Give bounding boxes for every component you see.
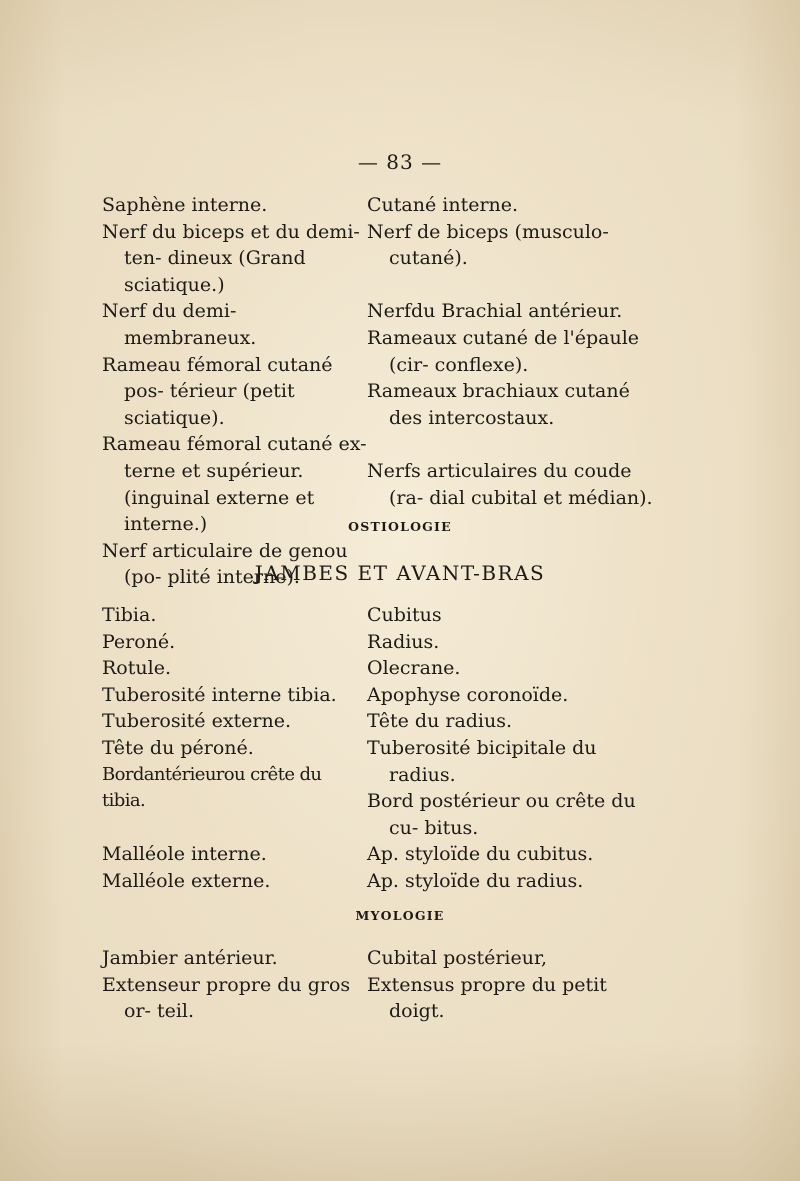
muscle-entry: Cubital postérieur, — [367, 947, 547, 969]
nerve-entry: Nerf de biceps (musculo-cutané). — [367, 220, 609, 270]
nerve-entry: Rameau fémoral cutané ex- terne et supérieur. (inguinal externe et interne.) — [102, 433, 367, 536]
bones-right-column — [367, 602, 662, 895]
muscles-table — [102, 945, 662, 1025]
bone-entry: Cubitus — [367, 604, 442, 626]
spacer — [367, 272, 662, 299]
nerve-entry: Nerfdu Brachial antérieur. — [367, 300, 623, 323]
jambes-heading: JAMBES ET AVANT-BRAS — [254, 561, 546, 585]
bone-entry: Olecrane. — [367, 657, 461, 680]
muscles-right-column — [367, 945, 662, 1025]
muscle-entry: Extensus propre du petit doigt. — [367, 973, 607, 1023]
muscles-left-column — [102, 945, 367, 1025]
bone-entry: Peroné. — [102, 630, 176, 653]
bone-entry: Ap. styloïde du cubitus. — [367, 843, 594, 866]
muscle-entry: Extenseur propre du gros or- teil. — [102, 973, 351, 1023]
bone-entry: Malléole interne. — [102, 843, 267, 866]
bone-entry: Rotule. — [102, 657, 171, 680]
bone-entry: Malléole externe. — [102, 869, 271, 892]
bone-entry: Bordantérieurou crête du tibia. — [102, 763, 322, 812]
nerve-entry: Rameau fémoral cutané pos- térieur (petit sciatique). — [102, 353, 333, 429]
nerve-entry: Nerfs articulaires du coude (ra- dial cubital et médian). — [367, 459, 653, 509]
bone-entry: Ap. styloïde du radius. — [367, 869, 584, 892]
bones-table — [102, 602, 662, 895]
nerve-entry: Cutané interne. — [367, 194, 519, 216]
nerve-entry: Rameaux cutané de l'épaule (cir- conflexe). — [367, 326, 640, 376]
bone-entry: Tibia. — [102, 604, 157, 626]
myologie-heading: MYOLOGIE — [355, 908, 445, 923]
bone-entry: Tuberosité externe. — [102, 710, 292, 733]
bone-entry: Tuberosité bicipitale du radius. — [367, 736, 597, 786]
nerve-entry: Nerf du demi-membraneux. — [102, 300, 257, 349]
bone-entry: Tête du radius. — [367, 710, 513, 733]
nerve-entry: Rameaux brachiaux cutané des intercostaux. — [367, 380, 630, 429]
muscle-entry: Jambier antérieur. — [102, 947, 278, 969]
bone-entry: Apophyse coronoïde. — [367, 683, 569, 706]
ostiologie-heading: OSTIOLOGIE — [348, 519, 452, 534]
bone-entry: Bord postérieur ou crête du cu- bitus. — [367, 790, 636, 839]
bones-left-column — [102, 602, 367, 895]
bone-entry: Tuberosité interne tibia. — [102, 683, 337, 706]
bone-entry: Tête du péroné. — [102, 736, 254, 759]
nerve-entry: Nerf du biceps et du demi-ten- dineux (Grand sciatique.) — [102, 220, 360, 296]
page-number: — 83 — — [357, 150, 443, 174]
bone-entry: Radius. — [367, 630, 440, 653]
spacer — [367, 431, 662, 458]
spacer — [102, 815, 367, 842]
nerve-entry: Nerf articulaire de genou (po- plité interne). — [102, 539, 348, 589]
nerve-entry: Saphène interne. — [102, 194, 268, 216]
